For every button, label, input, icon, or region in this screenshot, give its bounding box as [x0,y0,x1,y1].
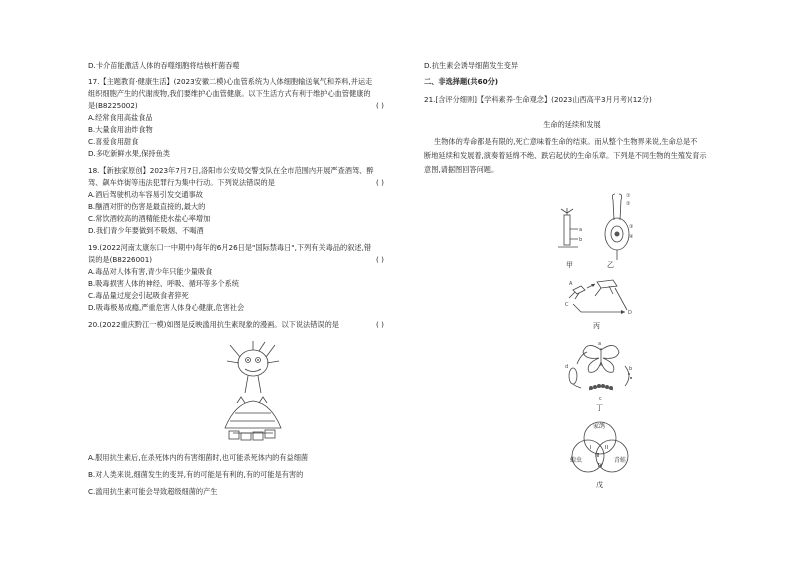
svg-text:C: C [565,302,569,308]
q19-option-c: C.毒品量过度会引起吸食者猝死 [88,291,189,300]
figure-ding-butterfly-cycle [563,340,639,402]
svg-text:a: a [598,341,602,347]
figure-jia-label: 甲 [566,261,573,269]
figure-yi-pistil [597,190,637,262]
q20-option-d: D.抗生素会诱导细菌发生变异 [424,61,519,70]
q18-stem-1: 18.【新独家原创】2023年7月7日,洛阳市公安局交警支队在全市范围内开展严查酒驾、醉 [88,166,374,175]
q17-option-c: C.喜爱食用甜食 [88,137,139,146]
q20-option-c: C.滥用抗生素可能会导致超级细菌的产生 [88,487,218,496]
svg-text:①: ① [626,193,631,199]
q20-option-b: B.对人类来说,细菌发生的变异,有的可能是有利的,有的可能是有害的 [88,470,304,479]
q19-option-b: B.吸毒损害人体的神经、呼吸、循环等多个系统 [88,279,239,288]
q18-option-c: C.常饮酒较高的酒精能使水盐心率增加 [88,214,211,223]
q19-stem-2: 误的是(B8226001) [88,255,153,264]
q17-option-b: B.大量食用油炸食物 [88,125,153,134]
venn-label-top: 家鸽 [593,423,606,430]
passage-line-3: 意图,请据图回答问题。 [424,165,499,174]
q18-answer-paren: ( ) [376,178,384,187]
venn-region-IV: IV [598,463,603,469]
figure-bing-label: 丙 [593,322,600,330]
svg-text:D: D [628,310,632,316]
q19-option-a: A.毒品对人体有害,青少年只能少量吸食 [88,267,213,276]
passage-line-2: 断地延续和发展着,演奏着延绵不绝、跌宕起伏的生命乐章。下列是不同生物的生殖发育示 [424,151,707,160]
svg-text:a: a [579,227,583,233]
q21-stem: 21.[含评分细则]【学科素养·生命观念】(2023山西高平3月月考)(12分) [424,95,652,104]
svg-text:c: c [599,396,602,402]
q19-answer-paren: ( ) [376,255,384,264]
venn-label-right: 青蛙 [614,457,627,464]
q20-answer-paren: ( ) [376,320,384,329]
venn-region-II: II [605,445,608,451]
svg-text:b: b [629,366,633,372]
passage-line-1: 生物体的寿命都是有限的,死亡意味着生命的结束。而从整个生物界来说,生命总是不 [434,137,698,146]
q17-stem-3: 是(B8225002) [88,101,138,110]
q19-stem-1: 19.(2022河南太康东口一中期中)每年的6月26日是"国际禁毒日",下列有关毒品的叙述,错 [88,243,372,252]
section-title: 二、非选择题(共60分) [424,77,499,86]
figure-bing-locust-cycle [561,276,641,318]
svg-text:③: ③ [629,224,634,230]
svg-text:A: A [569,281,573,287]
figure-yi-label: 乙 [607,261,614,269]
q19-option-d: D.吸毒极易成瘾,严重危害人体身心健康,危害社会 [88,303,245,312]
q17-option-a: A.经常食用高盐食品 [88,113,153,122]
venn-label-left: 蝗虫 [570,457,583,464]
svg-text:b: b [579,237,583,243]
svg-text:②: ② [626,201,631,207]
q17-stem-2: 组织细胞产生的代谢废物,我们要维护心血管健康。以下生活方式有利于维护心血管健康的 [88,89,371,98]
q18-option-b: B.酗酒对肝的伤害是最直接的,最大的 [88,202,206,211]
q16-option-d: D.卡介苗能激活人体的吞噬细胞将结核杆菌吞噬 [88,61,240,70]
q18-stem-2: 驾、飙车炸街等违法犯罪行为集中行动。下列说法错误的是 [88,178,275,187]
figure-jia-grafting [548,205,588,255]
q20-option-a: A.服用抗生素后,在杀死体内的有害细菌时,也可能杀死体内的有益细菌 [88,453,309,462]
q17-stem-1: 17.【主题教育·健康生活】(2023安徽二模)心血管系统为人体细胞输送氧气和养料,并运走 [88,77,373,86]
figure-wu-label: 戊 [596,481,603,489]
venn-region-III: III [595,453,600,459]
q18-option-d: D.我们青少年要做到不吸烟、不喝酒 [88,226,204,235]
antibiotic-cartoon-figure [215,333,290,451]
q20-stem: 20.(2022重庆黔江一模)如图是反映滥用抗生素现象的漫画。以下说法错误的是 [88,320,339,329]
figure-ding-label: 丁 [596,404,603,412]
venn-region-I: I [590,445,592,451]
q18-option-a: A.酒后驾驶机动车容易引发交通事故 [88,190,203,199]
q17-answer-paren: ( ) [376,101,384,110]
passage-title: 生命的延续和发展 [543,120,601,129]
svg-text:d: d [565,364,569,370]
svg-text:④: ④ [629,234,634,240]
q17-option-d: D.多吃新鲜水果,保持鱼类 [88,149,170,158]
